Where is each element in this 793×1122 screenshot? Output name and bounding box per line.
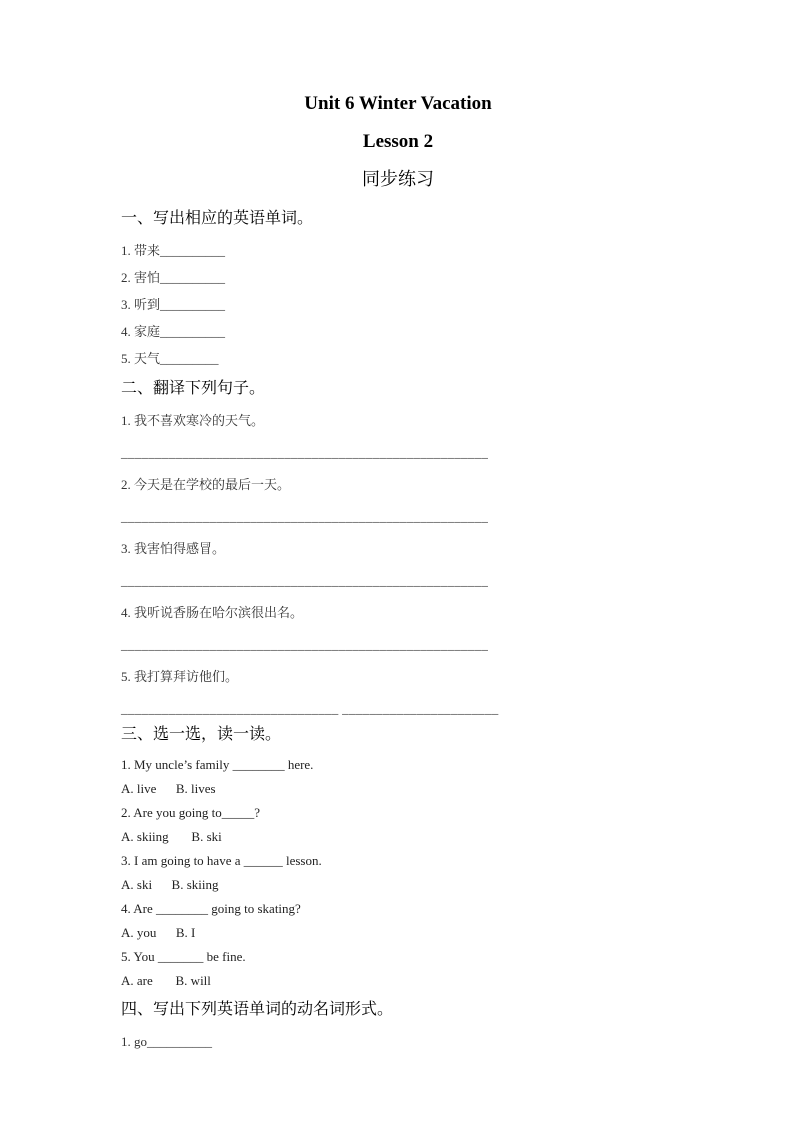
section-2-heading: 二、翻译下列句子。 bbox=[121, 380, 266, 397]
translation-question-2: 2. 今天是在学校的最后一天。 bbox=[121, 477, 291, 492]
choice-options-2: A. skiing B. ski bbox=[121, 829, 222, 844]
vocab-item-5: 5. 天气_________ bbox=[121, 351, 219, 366]
choice-options-4: A. you B. I bbox=[121, 925, 196, 940]
doc-subtitle: 同步练习 bbox=[362, 169, 434, 189]
choice-options-1: A. live B. lives bbox=[121, 781, 216, 796]
translation-question-4: 4. 我听说香肠在哈尔滨很出名。 bbox=[121, 605, 304, 620]
section-3-heading: 三、选一选，读一读。 bbox=[121, 726, 282, 743]
section-translation bbox=[121, 380, 675, 718]
section-vocabulary bbox=[121, 210, 675, 372]
translation-blank-2: ______________________________________________________ bbox=[121, 509, 489, 524]
vocab-item-4: 4. 家庭__________ bbox=[121, 324, 226, 339]
vocab-item-2: 2. 害怕__________ bbox=[121, 270, 226, 285]
translation-question-3: 3. 我害怕得感冒。 bbox=[121, 541, 226, 556]
vocab-item-3: 3. 听到__________ bbox=[121, 297, 226, 312]
section-multiple-choice bbox=[121, 726, 675, 993]
gerund-item-1: 1. go__________ bbox=[121, 1034, 212, 1049]
section-gerund bbox=[121, 1001, 675, 1055]
translation-question-1: 1. 我不喜欢寒冷的天气。 bbox=[121, 413, 265, 428]
lesson-title: Lesson 2 bbox=[362, 131, 434, 152]
section-1-heading: 一、写出相应的英语单词。 bbox=[121, 210, 314, 227]
choice-options-5: A. are B. will bbox=[121, 973, 211, 988]
choice-question-4: 4. Are ________ going to skating? bbox=[121, 901, 301, 916]
choice-options-3: A. ski B. skiing bbox=[121, 877, 219, 892]
section-4-heading: 四、写出下列英语单词的动名词形式。 bbox=[121, 1001, 394, 1018]
choice-question-5: 5. You _______ be fine. bbox=[121, 949, 246, 964]
choice-question-3: 3. I am going to have a ______ lesson. bbox=[121, 853, 322, 868]
translation-blank-1: ______________________________________________________ bbox=[121, 445, 489, 460]
translation-question-5: 5. 我打算拜访他们。 bbox=[121, 669, 239, 684]
translation-blank-4: ______________________________________________________ bbox=[121, 637, 489, 652]
translation-blank-3: ______________________________________________________ bbox=[121, 573, 489, 588]
choice-question-1: 1. My uncle’s family ________ here. bbox=[121, 757, 314, 772]
choice-question-2: 2. Are you going to_____? bbox=[121, 805, 261, 820]
vocab-item-1: 1. 带来__________ bbox=[121, 243, 226, 258]
doc-title: Unit 6 Winter Vacation bbox=[304, 93, 492, 114]
translation-blank-5: ________________________________ _______________________ bbox=[121, 701, 499, 716]
